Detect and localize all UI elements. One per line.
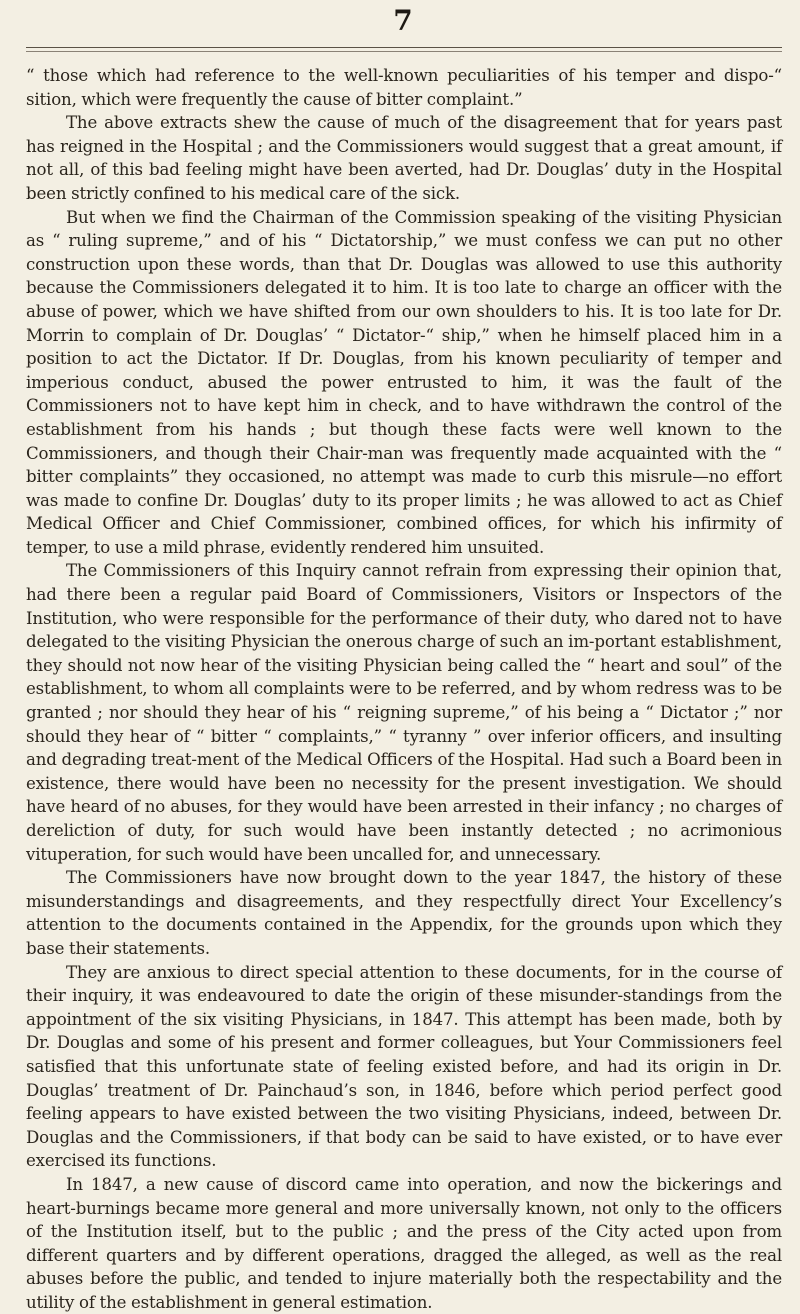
- paragraph: The Commissioners of this Inquiry cannot refrain from expressing their opinion that, had there been a regular paid Board of Commissioners, Visitors or Inspectors of the Institution, who were responsible for the performance of their duty, who dared not to have delegated to the visiting Physician the onerous charge of such an im-portant establishment, they should not now hear of the visiting Physician being called the “ heart and soul” of the establishment, to whom all complaints were to be referred, and by whom redress was to be granted ; nor should they hear of his “ reigning supreme,” of his being a “ Dictator ;” nor should they hear of “ bitter “ complaints,” “ tyranny ” over inferior officers, and insulting and degrading treat-ment of the Medical Officers of the Hospital. Had such a Board been in existence, there would have been no necessity for the present investigation. We should have heard of no abuses, for they would have been arrested in their infancy ; no charges of dereliction of duty, for such would have been instantly detected ; no acrimonious vituperation, for such would have been uncalled for, and unnecessary.: [26, 561, 782, 864]
- paragraph: The above extracts shew the cause of much of the disagreement that for years past has reigned in the Hospital ; and the Commissioners would suggest that a great amount, if not all, of this bad feeling might have been averted, had Dr. Douglas’ duty in the Hospital been strictly confined to his medical care of the sick.: [26, 113, 782, 203]
- header-rule-thin: [26, 51, 782, 52]
- paragraph: The Commissioners have now brought down to the year 1847, the history of these misunderstandings and disagreements, and they respectfully direct Your Excellency’s attention to the documents contained in the Appendix, for the grounds upon which they base their statements.: [26, 868, 782, 958]
- paragraph: In 1847, a new cause of discord came into operation, and now the bickerings and heart-burnings became more general and more universally known, not only to the officers of the Institution itself, but to the public ; and the press of the City acted upon from different quarters and by different operations, dragged the alleged, as well as the real abuses before the public, and tended to injure materially both the respectability and the utility of the establishment in general estimation.: [26, 1174, 782, 1312]
- header-rule: [26, 47, 782, 48]
- paragraph: They are anxious to direct special attention to these documents, for in the course of their inquiry, it was endeavoured to date the origin of these misunder-standings from the appointment of the six visiting Physicians, in 1847. This attempt has been made, both by Dr. Douglas and some of his present and former colleagues, but Your Commissioners feel satisfied that this unfortunate state of feeling existed before, and had its origin in Dr. Douglas’ treatment of Dr. Painchaud’s son, in 1846, before which period perfect good feeling appears to have existed between the two visiting Physicians, indeed, between Dr. Douglas and the Commissioners, if that body can be said to have existed, or to have ever exercised its functions.: [26, 962, 782, 1171]
- paragraph-quote-continuation: “ those which had reference to the well-known peculiarities of his temper and dispo-“ sition, which were frequently the cause of bitter complaint.”: [26, 66, 782, 109]
- paragraph: But when we find the Chairman of the Commission speaking of the visiting Physician as “ ruling supreme,” and of his “ Dictatorship,” we must confess we can put no other construction upon these words, than that Dr. Douglas was allowed to use this authority because the Commissioners delegated it to him. It is too late to charge an officer with the abuse of power, which we have shifted from our own shoulders to his. It is too late for Dr. Morrin to complain of Dr. Douglas’ “ Dictator-“ ship,” when he himself placed him in a position to act the Dictator. If Dr. Douglas, from his known peculiarity of temper and imperious conduct, abused the power entrusted to him, it was the fault of the Commissioners not to have kept him in check, and to have withdrawn the control of the establishment from his hands ; but though these facts were well known to the Commissioners, and though their Chair-man was frequently made acquainted with the “ bitter complaints” they occasioned, no attempt was made to curb this misrule—no effort was made to confine Dr. Douglas’ duty to its proper limits ; he was allowed to act as Chief Medical Officer and Chief Commissioner, combined offices, for which his infirmity of temper, to use a mild phrase, evidently rendered him unsuited.: [26, 207, 782, 557]
- page-number: 7: [393, 4, 413, 37]
- body-text: [26, 64, 782, 1314]
